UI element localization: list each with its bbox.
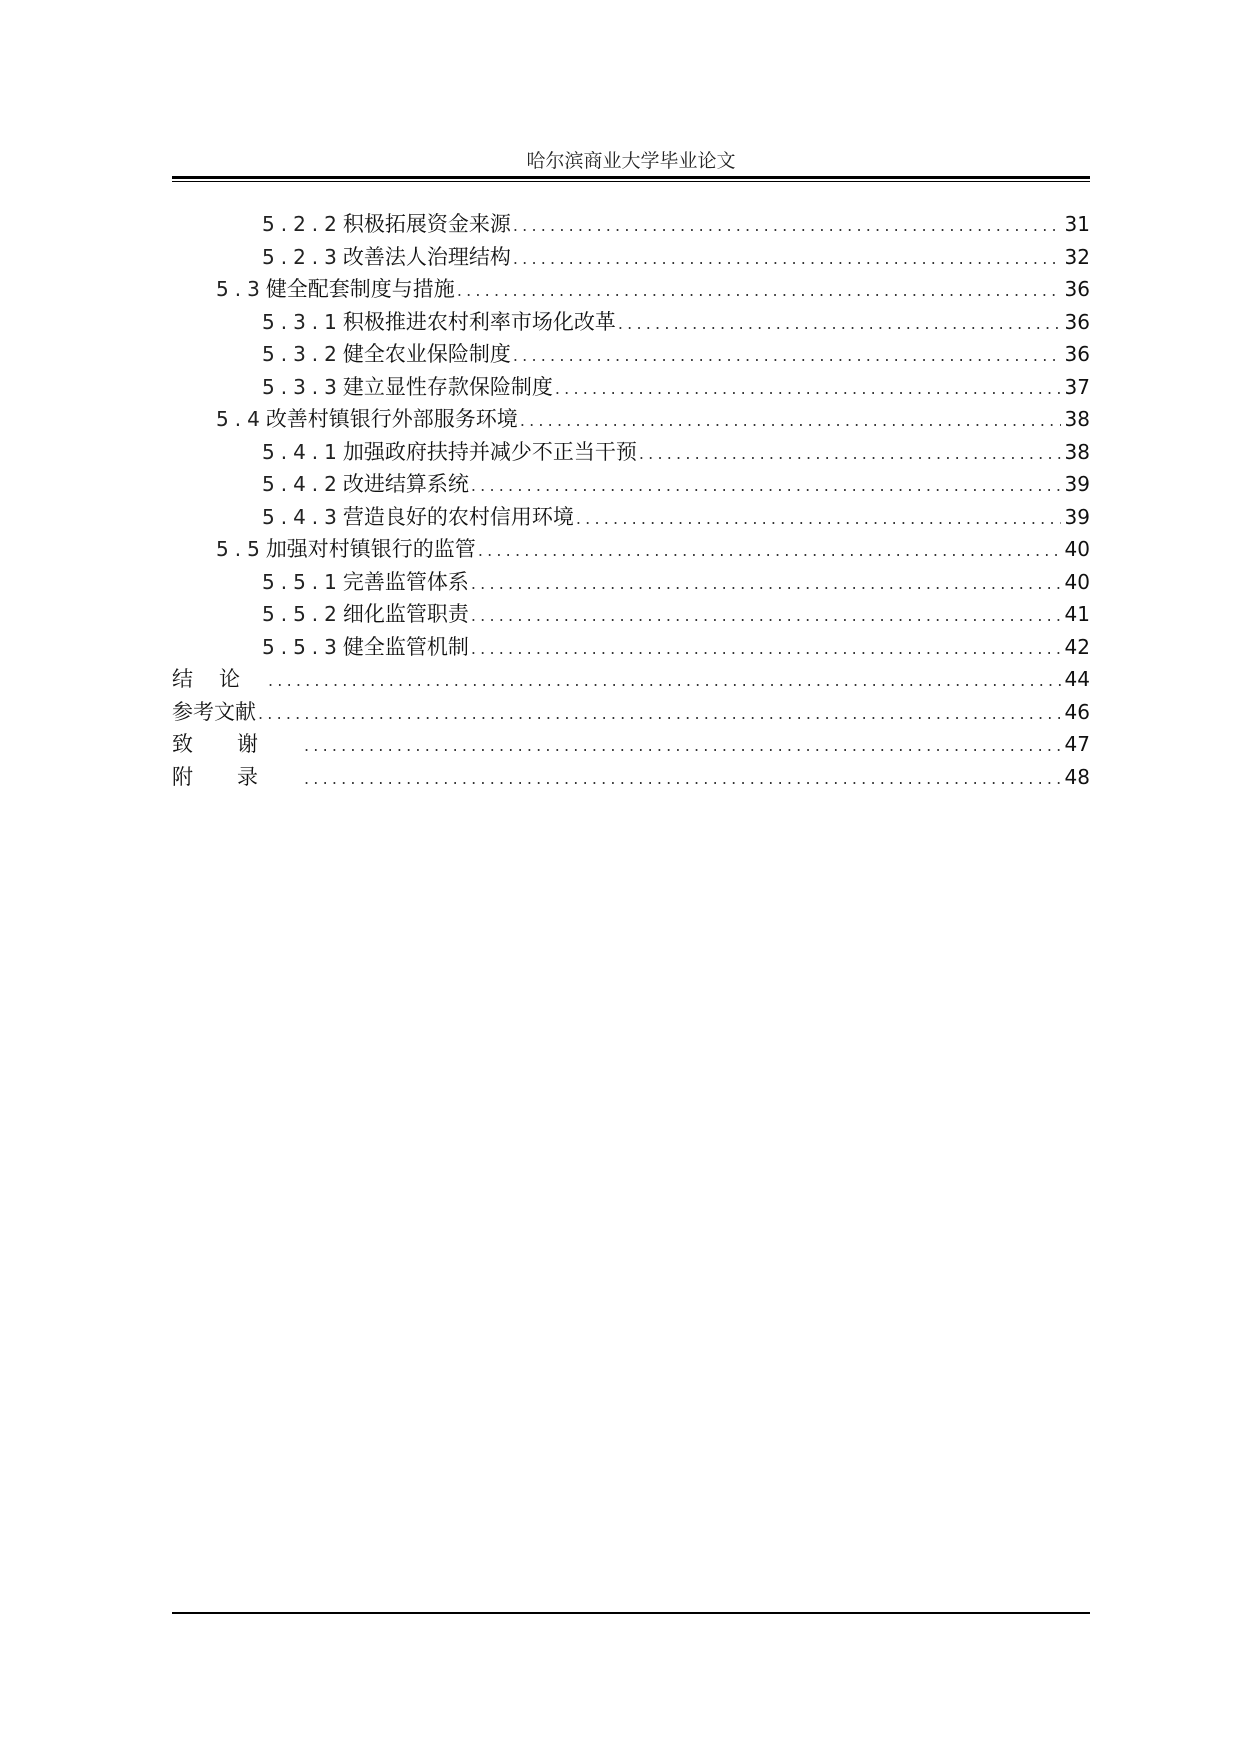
toc-entry-number: 5.5 — [216, 537, 266, 561]
toc-entry[interactable] — [172, 598, 1090, 631]
toc-entry-title: 细化监管职责 — [342, 602, 469, 626]
toc-entry-page-number: 39 — [1064, 504, 1090, 529]
table-of-contents — [172, 208, 1090, 793]
toc-entry-page-number: 39 — [1064, 472, 1090, 496]
toc-entry-title: 完善监管体系 — [342, 569, 469, 594]
toc-entry-number: 5.4.1 — [262, 439, 343, 464]
toc-entry-number: 5.3.3 — [262, 374, 343, 399]
toc-entry-title: 健全监管机制 — [342, 634, 469, 659]
toc-entry[interactable] — [172, 338, 1090, 371]
toc-entry-title: 积极推进农村利率市场化改革 — [342, 309, 616, 334]
toc-entry[interactable] — [172, 241, 1090, 274]
toc-dot-leader — [576, 503, 1061, 536]
toc-entry[interactable] — [172, 728, 1090, 761]
toc-entry[interactable] — [172, 306, 1090, 339]
toc-entry-title: 改进结算系统 — [342, 472, 469, 496]
toc-entry-page-number: 40 — [1064, 569, 1090, 594]
toc-dot-leader — [304, 763, 1061, 796]
toc-entry-number: 5.4 — [216, 407, 266, 431]
toc-entry[interactable] — [172, 533, 1090, 566]
toc-entry-page-number: 38 — [1064, 439, 1090, 464]
page-header-title: 哈尔滨商业大学毕业论文 — [526, 150, 736, 172]
toc-entry-number: 5.2.2 — [262, 212, 343, 236]
toc-dot-leader — [520, 405, 1061, 438]
toc-dot-leader — [304, 730, 1061, 763]
toc-dot-leader — [457, 275, 1061, 308]
toc-entry-number: 5.4.2 — [262, 472, 343, 496]
toc-entry[interactable] — [172, 566, 1090, 599]
toc-dot-leader — [258, 698, 1061, 731]
toc-entry-number: 5.3.2 — [262, 342, 343, 366]
toc-entry[interactable] — [172, 663, 1090, 696]
toc-entry-title: 积极拓展资金来源 — [342, 212, 511, 236]
toc-entry-page-number: 42 — [1064, 634, 1090, 659]
toc-entry-title: 加强对村镇银行的监管 — [265, 537, 476, 561]
toc-entry-number: 5.5.1 — [262, 569, 343, 594]
toc-entry-page-number: 41 — [1064, 602, 1090, 626]
toc-entry-page-number: 32 — [1064, 244, 1090, 269]
toc-entry-title: 致谢 — [172, 732, 302, 756]
toc-entry-page-number: 40 — [1064, 537, 1090, 561]
toc-entry-page-number: 46 — [1064, 699, 1090, 724]
toc-entry-page-number: 38 — [1064, 407, 1090, 431]
toc-dot-leader — [618, 308, 1061, 341]
toc-entry-number: 5.3 — [216, 277, 266, 301]
header-rule-thick — [172, 176, 1090, 179]
toc-entry-page-number: 31 — [1064, 212, 1090, 236]
toc-dot-leader — [639, 438, 1061, 471]
toc-entry-title: 改善村镇银行外部服务环境 — [265, 407, 518, 431]
toc-entry[interactable] — [172, 403, 1090, 436]
toc-entry-number: 5.5.3 — [262, 634, 343, 659]
toc-entry[interactable] — [172, 436, 1090, 469]
toc-entry[interactable] — [172, 468, 1090, 501]
toc-entry-number: 5.2.3 — [262, 244, 343, 269]
toc-entry[interactable] — [172, 696, 1090, 729]
toc-entry-number: 5.4.3 — [262, 504, 343, 529]
toc-entry-page-number: 36 — [1064, 342, 1090, 366]
toc-entry[interactable] — [172, 761, 1090, 794]
toc-dot-leader — [513, 340, 1061, 373]
toc-dot-leader — [555, 373, 1061, 406]
toc-dot-leader — [471, 568, 1061, 601]
toc-entry-number: 5.5.2 — [262, 602, 343, 626]
toc-dot-leader — [513, 210, 1061, 243]
toc-entry-title: 营造良好的农村信用环境 — [342, 504, 574, 529]
toc-entry[interactable] — [172, 371, 1090, 404]
toc-entry-page-number: 36 — [1064, 309, 1090, 334]
toc-entry[interactable] — [172, 631, 1090, 664]
toc-dot-leader — [471, 470, 1061, 503]
toc-entry[interactable] — [172, 273, 1090, 306]
header-rule-thin — [172, 181, 1090, 182]
toc-entry-title: 结论 — [172, 667, 266, 691]
toc-entry-number: 5.3.1 — [262, 309, 343, 334]
toc-dot-leader — [268, 665, 1061, 698]
toc-entry-page-number: 36 — [1064, 277, 1090, 301]
toc-entry-title: 附录 — [172, 764, 302, 789]
toc-dot-leader — [513, 243, 1061, 276]
toc-entry-title: 改善法人治理结构 — [342, 244, 511, 269]
toc-entry-page-number: 48 — [1064, 764, 1090, 789]
toc-entry-page-number: 37 — [1064, 374, 1090, 399]
footer-rule — [172, 1612, 1090, 1614]
toc-entry-page-number: 44 — [1064, 667, 1090, 691]
toc-entry-title: 参考文献 — [172, 699, 256, 724]
toc-dot-leader — [478, 535, 1061, 568]
toc-entry-page-number: 47 — [1064, 732, 1090, 756]
toc-dot-leader — [471, 600, 1061, 633]
toc-entry-title: 健全农业保险制度 — [342, 342, 511, 366]
toc-entry[interactable] — [172, 208, 1090, 241]
toc-entry-title: 建立显性存款保险制度 — [342, 374, 553, 399]
toc-entry-title: 健全配套制度与措施 — [265, 277, 455, 301]
toc-entry[interactable] — [172, 501, 1090, 534]
toc-entry-title: 加强政府扶持并减少不正当干预 — [342, 439, 637, 464]
toc-dot-leader — [471, 633, 1061, 666]
